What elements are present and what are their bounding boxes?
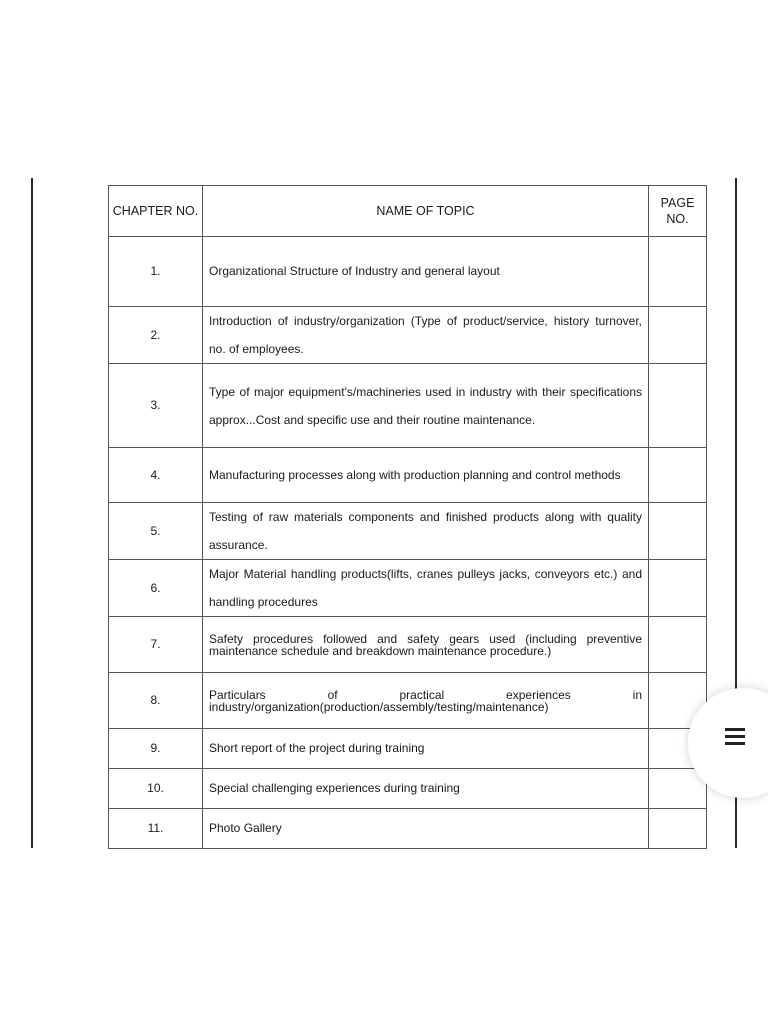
page-number	[649, 364, 707, 448]
chapter-number: 1.	[109, 237, 203, 307]
table-row	[109, 560, 707, 617]
topic-name: Particulars of practical experiences in industry/organization(production/assembly/testing/maintenance)	[203, 673, 649, 729]
topic-name: Testing of raw materials components and finished products along with quality assurance.	[203, 503, 649, 560]
topic-name: Introduction of industry/organization (Type of product/service, history turnover, no. of employees.	[203, 307, 649, 364]
table-row	[109, 809, 707, 849]
topic-name: Organizational Structure of Industry and general layout	[203, 237, 649, 307]
table-row	[109, 769, 707, 809]
chapter-number: 9.	[109, 729, 203, 769]
topic-name: Manufacturing processes along with production planning and control methods	[203, 448, 649, 503]
chapter-number: 8.	[109, 673, 203, 729]
hamburger-menu-icon-bar	[725, 735, 745, 738]
page-number	[649, 307, 707, 364]
chapter-number: 2.	[109, 307, 203, 364]
topic-name: Photo Gallery	[203, 809, 649, 849]
table-row	[109, 617, 707, 673]
table-row	[109, 448, 707, 503]
topic-name: Type of major equipment's/machineries used in industry with their specifications approx...Cost and specific use and their routine maintenance.	[203, 364, 649, 448]
table-header-row	[109, 186, 707, 237]
table-row	[109, 673, 707, 729]
chapter-number: 11.	[109, 809, 203, 849]
page-number	[649, 503, 707, 560]
header-chapter-no: CHAPTER NO.	[109, 186, 203, 237]
topic-name: Safety procedures followed and safety gears used (including preventive maintenance schedule and breakdown maintenance procedure.)	[203, 617, 649, 673]
chapter-number: 6.	[109, 560, 203, 617]
table-row	[109, 364, 707, 448]
header-name-of-topic: NAME OF TOPIC	[203, 186, 649, 237]
header-page-no: PAGE NO.	[649, 186, 707, 237]
page-number	[649, 809, 707, 849]
hamburger-menu-icon-bar	[725, 742, 745, 745]
chapter-number: 3.	[109, 364, 203, 448]
chapter-number: 7.	[109, 617, 203, 673]
page-number	[649, 237, 707, 307]
chapter-number: 10.	[109, 769, 203, 809]
chapter-number: 4.	[109, 448, 203, 503]
topic-name: Major Material handling products(lifts, cranes pulleys jacks, conveyors etc.) and handling procedures	[203, 560, 649, 617]
page-number	[649, 617, 707, 673]
table-row	[109, 503, 707, 560]
table-row	[109, 237, 707, 307]
chapter-number: 5.	[109, 503, 203, 560]
table-of-contents	[108, 185, 707, 849]
page-number	[649, 448, 707, 503]
table-row	[109, 729, 707, 769]
topic-name: Special challenging experiences during training	[203, 769, 649, 809]
table-row	[109, 307, 707, 364]
page-border-left	[31, 178, 33, 848]
topic-name: Short report of the project during training	[203, 729, 649, 769]
hamburger-menu-icon	[725, 728, 745, 731]
page-number	[649, 560, 707, 617]
